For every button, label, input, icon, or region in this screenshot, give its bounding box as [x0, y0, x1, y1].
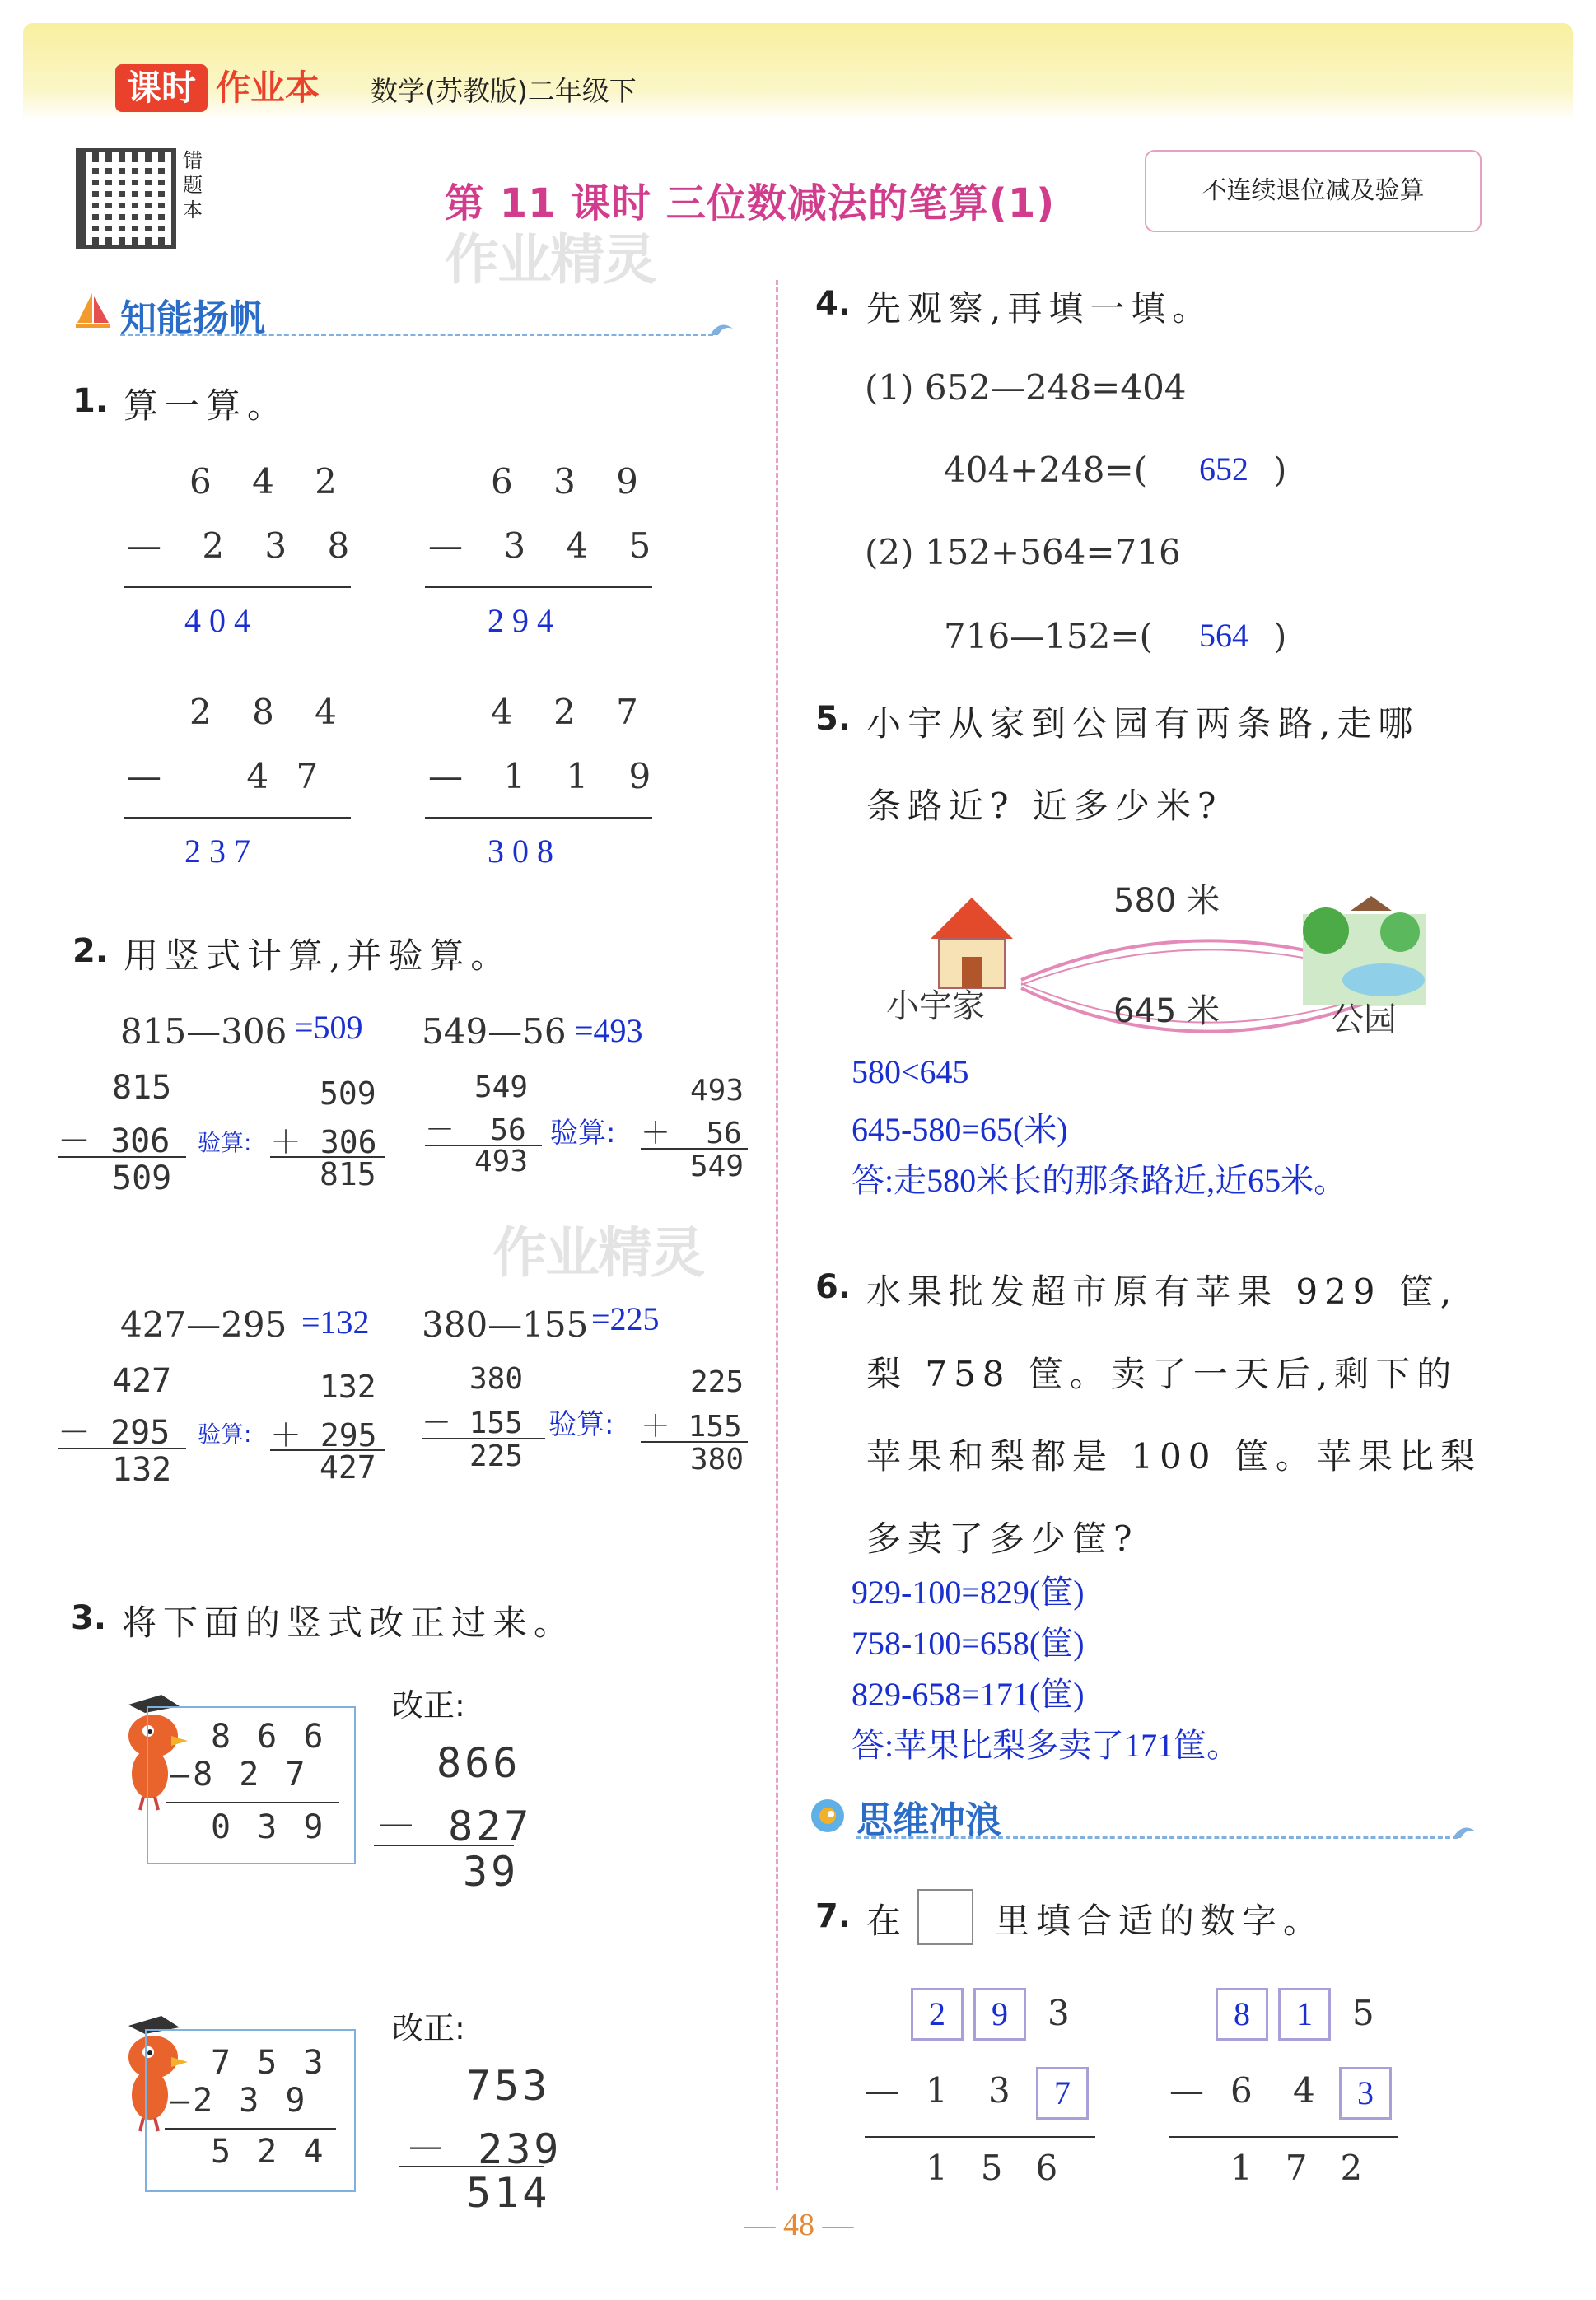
q5-text-2: 条路近? 近多少米?: [866, 786, 1223, 826]
home-label: 小宇家: [886, 987, 985, 1025]
q5-answer-2: 645-580=65(米): [852, 1111, 1068, 1148]
q2-i1-v1: 509: [320, 1075, 376, 1112]
watermark: 作业精灵: [445, 228, 656, 292]
house-icon: [931, 898, 1013, 988]
q2-i4-v2: ＋ 155: [641, 1410, 742, 1444]
q1-p1-bottom: — 2 3 8: [127, 525, 365, 566]
section-line-2: [856, 1836, 1458, 1839]
q1-p4-answer: 3 0 8: [488, 833, 553, 870]
q1-p3-answer: 2 3 7: [184, 833, 250, 870]
q1-text: 算一算。: [124, 385, 289, 426]
q3-f1-rule: [374, 1845, 514, 1846]
q6-number: 6.: [815, 1268, 852, 1306]
q7-l-s2: 3: [988, 2070, 1010, 2111]
q2-i3-v2: ＋ 295: [270, 1417, 377, 1453]
q7-l-box1[interactable]: 2: [911, 1988, 964, 2041]
q2-i4-answer: =225: [591, 1300, 660, 1337]
q3-f2-a: 753: [466, 2062, 551, 2110]
q6-line-3: 苹果和梨都是 100 筐。苹果比梨: [866, 1436, 1482, 1477]
q7-text-b: 里填合适的数字。: [995, 1901, 1325, 1941]
q2-i2-r: 493: [474, 1145, 529, 1178]
q6-answer-3: 829-658=171(筐): [852, 1676, 1085, 1713]
q2-i2-answer: =493: [575, 1012, 643, 1049]
q2-i3-rule: [58, 1448, 186, 1449]
brand-logo: 课时: [115, 64, 208, 112]
q3-w2-bottom: —2 3 9: [170, 2082, 309, 2120]
q2-i4-expr: 380—155: [422, 1304, 589, 1345]
q4-close-1: ): [1273, 450, 1287, 490]
q1-p3-top: 2 8 4: [189, 692, 352, 732]
q2-i1-rule: [58, 1156, 186, 1158]
q2-i1-b: － 306: [58, 1122, 170, 1160]
watermark-2: 作业精灵: [492, 1221, 703, 1285]
q5-text-1: 小宇从家到公园有两条路,走哪: [866, 703, 1420, 744]
page-number: — 48 —: [744, 2208, 854, 2242]
q7-l-box2[interactable]: 9: [973, 1988, 1026, 2041]
q2-i3-v3: 427: [320, 1449, 376, 1486]
q2-i2-expr: 549—56: [422, 1011, 567, 1052]
swirl-icon: [809, 1797, 847, 1835]
q2-i2-v1: 493: [690, 1074, 744, 1108]
q3-f2-b: － 239: [405, 2125, 562, 2173]
q4-line1: (1) 652—248=404: [865, 367, 1187, 408]
q6-answer-1: 929-100=829(筐): [852, 1574, 1085, 1611]
q2-i1-expr: 815—306: [120, 1011, 287, 1052]
q7-r-result: 1 7 2: [1230, 2148, 1363, 2188]
q2-i1-answer: =509: [295, 1009, 363, 1046]
park-label: 公园: [1331, 1001, 1397, 1038]
q4-number: 4.: [815, 285, 852, 323]
q2-text: 用竖式计算,并验算。: [124, 935, 512, 976]
section-title-1: 知能扬帆: [120, 297, 265, 339]
q2-i3-b: － 295: [58, 1414, 170, 1452]
q7-l-result: 1 5 6: [926, 2148, 1058, 2188]
q3-fix-label-2: 改正:: [392, 2010, 465, 2046]
wave-icon-2: [1451, 1820, 1477, 1841]
q2-i2-verify-label: 验算:: [550, 1117, 616, 1150]
q1-p2-bottom: — 3 4 5: [428, 525, 666, 566]
q7-number: 7.: [815, 1897, 852, 1935]
q7-r-box1[interactable]: 8: [1216, 1988, 1268, 2041]
q2-i4-b: － 155: [422, 1407, 523, 1440]
q6-line-2: 梨 758 筐。卖了一天后,剩下的: [866, 1354, 1458, 1394]
q7-l-s1: 1: [926, 2070, 948, 2111]
section-title-2: 思维冲浪: [856, 1799, 1001, 1841]
q6-line-4: 多卖了多少筐?: [866, 1519, 1139, 1559]
q7-l-minus: —: [865, 2070, 899, 2111]
q2-i3-verify-label: 验算:: [198, 1421, 252, 1448]
q7-r-box2[interactable]: 1: [1278, 1988, 1331, 2041]
q3-f2-rule: [399, 2166, 544, 2167]
qr-label: 错题本: [183, 149, 203, 222]
q2-i3-v1: 132: [320, 1369, 376, 1405]
section-line-1: [120, 334, 713, 336]
route-top-label: 580 米: [1113, 882, 1220, 920]
q1-p1-answer: 4 0 4: [184, 602, 250, 639]
q7-r-box3[interactable]: 3: [1339, 2067, 1392, 2120]
q4-line3: (2) 152+564=716: [865, 532, 1181, 572]
qr-code-icon[interactable]: [76, 148, 176, 249]
q4-close-2: ): [1273, 616, 1287, 656]
q1-p4-bottom: — 1 1 9: [428, 756, 666, 796]
q3-w1-top: 8 6 6: [211, 1718, 327, 1756]
q3-f2-r: 514: [466, 2169, 551, 2217]
q2-i2-a: 549: [474, 1071, 529, 1104]
q2-i1-r: 509: [112, 1159, 172, 1197]
q4-text: 先观察,再填一填。: [866, 288, 1214, 329]
q7-r-s1: 6: [1230, 2070, 1253, 2111]
q7-r-rule: [1169, 2136, 1398, 2138]
column-divider: [776, 280, 778, 2190]
q2-i3-expr: 427—295: [120, 1304, 287, 1345]
wave-icon: [708, 317, 735, 338]
q4-answer-2: 564: [1199, 617, 1248, 654]
q1-p2-rule: [425, 586, 652, 588]
q3-w2-top: 7 5 3: [211, 2044, 327, 2082]
q2-number: 2.: [72, 932, 109, 970]
q5-number: 5.: [815, 700, 852, 738]
q7-r-d3: 5: [1352, 1993, 1374, 2033]
q1-p2-top: 6 3 9: [491, 461, 653, 502]
q2-i2-v2: ＋ 56: [641, 1117, 742, 1150]
q4-line2: 404+248=(: [944, 450, 1148, 490]
q3-f1-a: 866: [436, 1739, 521, 1787]
park-icon: [1303, 896, 1426, 1005]
q1-p3-rule: [124, 817, 351, 819]
q1-p4-top: 4 2 7: [491, 692, 653, 732]
q7-l-rule: [865, 2136, 1095, 2138]
q2-i4-verify-label: 验算:: [548, 1408, 614, 1441]
book-title: 数学(苏教版)二年级下: [371, 75, 637, 107]
q3-text: 将下面的竖式改正过来。: [122, 1603, 576, 1643]
q7-l-d3: 3: [1048, 1993, 1070, 2033]
q4-answer-1: 652: [1199, 450, 1248, 488]
q2-i2-b: － 56: [425, 1113, 526, 1147]
q6-answer-2: 758-100=658(筐): [852, 1625, 1085, 1662]
q3-w2-rule: [165, 2128, 336, 2130]
q2-i1-v2: ＋ 306: [270, 1124, 377, 1160]
q4-line4: 716—152=(: [944, 616, 1153, 656]
q2-i1-a: 815: [112, 1069, 172, 1107]
q6-answer-4: 答:苹果比梨多卖了171筐。: [852, 1727, 1240, 1764]
q2-i1-verify-label: 验算:: [198, 1129, 252, 1156]
q2-i3-r: 132: [112, 1451, 172, 1489]
q3-fix-label-1: 改正:: [392, 1687, 465, 1724]
q3-f1-b: － 827: [376, 1803, 533, 1850]
topic-tag: 不连续退位减及验算: [1145, 150, 1482, 232]
q1-p1-rule: [124, 586, 351, 588]
q1-number: 1.: [72, 382, 109, 420]
route-bottom-label: 645 米: [1113, 992, 1220, 1030]
q2-i3-answer: =132: [301, 1304, 370, 1341]
q3-w1-result: 0 3 9: [211, 1808, 327, 1846]
q1-p1-top: 6 4 2: [189, 461, 352, 502]
q2-i3-a: 427: [112, 1362, 172, 1400]
q7-text-a: 在: [866, 1901, 908, 1941]
q7-r-s2: 4: [1293, 2070, 1315, 2111]
q3-w2-result: 5 2 4: [211, 2133, 327, 2171]
q5-answer-3: 答:走580米长的那条路近,近65米。: [852, 1162, 1347, 1199]
q5-answer-1: 580<645: [852, 1053, 969, 1090]
q2-i1-v3: 815: [320, 1156, 376, 1192]
q7-r-minus: —: [1169, 2070, 1204, 2111]
q2-i2-v3: 549: [690, 1150, 744, 1183]
blank-box-icon: [917, 1889, 973, 1945]
q2-i4-v1: 225: [690, 1365, 744, 1399]
q3-w1-rule: [166, 1802, 339, 1803]
brand-name: 作业本: [216, 68, 320, 108]
q7-l-box3[interactable]: 7: [1036, 2067, 1089, 2120]
q6-line-1: 水果批发超市原有苹果 929 筐,: [866, 1271, 1458, 1312]
q2-i4-a: 380: [469, 1362, 524, 1396]
q3-w1-bottom: —8 2 7: [170, 1756, 309, 1794]
sail-icon: [72, 290, 114, 331]
q3-number: 3.: [71, 1599, 107, 1637]
q1-p3-bottom: — 4 7: [127, 756, 327, 796]
q1-p4-rule: [425, 817, 652, 819]
q2-i4-v3: 380: [690, 1443, 744, 1477]
q3-f1-r: 39: [463, 1848, 520, 1896]
q1-p2-answer: 2 9 4: [488, 602, 553, 639]
q2-i4-r: 225: [469, 1439, 524, 1473]
lesson-title: 第 11 课时 三位数减法的笔算(1): [445, 180, 1056, 226]
